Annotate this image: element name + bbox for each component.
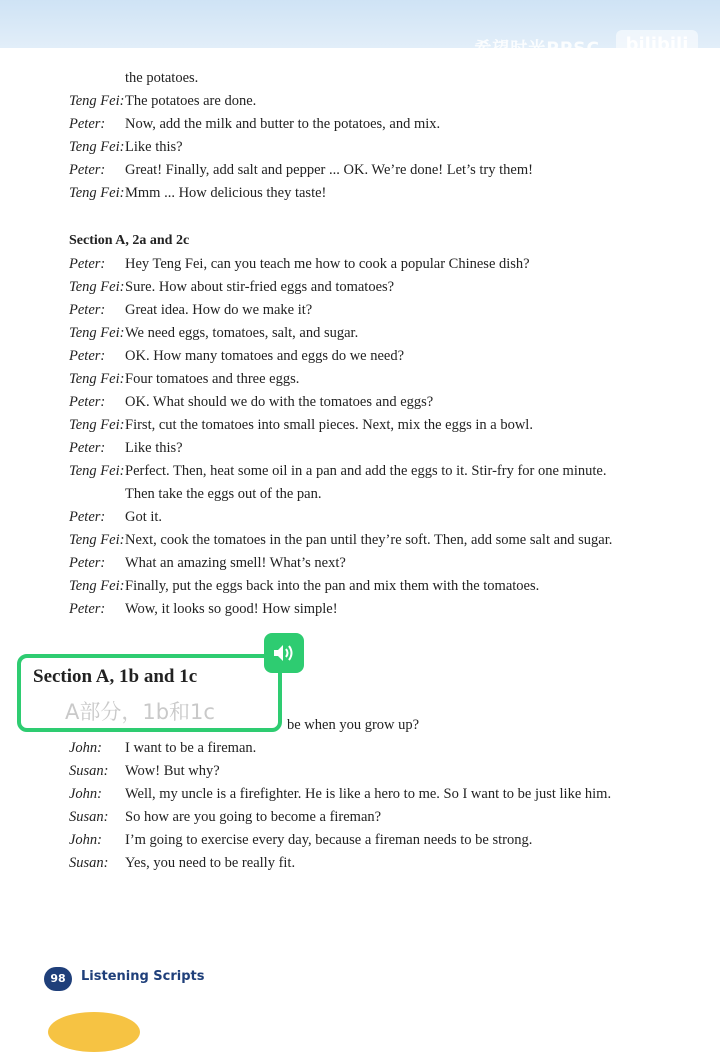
line-text: We need eggs, tomatoes, salt, and sugar. (125, 325, 359, 341)
speaker-name: Peter: (69, 555, 106, 571)
script-line (69, 830, 532, 850)
line-text: Four tomatoes and three eggs. (125, 371, 300, 387)
line-text: Wow! But why? (125, 763, 220, 779)
line-text: Yes, you need to be really fit. (125, 855, 296, 871)
line-text: Sure. How about stir-fried eggs and tomatoes? (125, 279, 395, 295)
script-line (69, 807, 381, 827)
script-line (69, 784, 611, 804)
line-text: So how are you going to become a fireman? (125, 809, 382, 825)
script-line (69, 277, 394, 297)
speaker-name: Teng Fei: (69, 325, 125, 341)
script-line (69, 738, 256, 758)
speaker-name: John: (69, 786, 103, 802)
script-line (69, 300, 312, 320)
speaker-name: Teng Fei: (69, 139, 125, 155)
script-line (69, 438, 183, 458)
line-text: Like this? (125, 139, 183, 155)
speaker-name: Peter: (69, 302, 106, 318)
decorative-circle (48, 1012, 140, 1052)
line-text: Got it. (125, 509, 163, 525)
script-line-continuation: the potatoes. (125, 70, 199, 86)
script-line (69, 183, 326, 203)
script-line (69, 254, 530, 274)
bilibili-logo: bilibili (616, 30, 698, 60)
line-text: Finally, put the eggs back into the pan and mix them with the tomatoes. (125, 578, 540, 594)
script-line (69, 346, 404, 366)
footer-label: Listening Scripts (81, 969, 205, 984)
speaker-name: Teng Fei: (69, 93, 125, 109)
line-text: Perfect. Then, heat some oil in a pan and add the eggs to it. Stir-fry for one minute. (125, 463, 607, 479)
speaker-name: Teng Fei: (69, 279, 125, 295)
script-line (69, 853, 295, 873)
script-line (69, 137, 183, 157)
script-line (69, 553, 346, 573)
watermark-text: 希望时光PPSC (474, 39, 600, 59)
speaker-name: John: (69, 740, 103, 756)
page-number: 98 (44, 967, 72, 991)
line-text: Mmm ... How delicious they taste! (125, 185, 327, 201)
script-line (69, 160, 533, 180)
script-line (69, 761, 220, 781)
speaker-name: Susan: (69, 855, 109, 871)
speaker-name: Peter: (69, 162, 106, 178)
line-text: First, cut the tomatoes into small pieces. Next, mix the eggs in a bowl. (125, 417, 533, 433)
speaker-name: John: (69, 832, 103, 848)
line-text: Great! Finally, add salt and pepper ... OK. We’re done! Let’s try them! (125, 162, 533, 178)
audio-play-button[interactable] (264, 633, 304, 673)
line-text: Hey Teng Fei, can you teach me how to cook a popular Chinese dish? (125, 256, 530, 272)
callout-subtitle: A部分，1b和1c (65, 700, 215, 724)
speaker-name: Peter: (69, 394, 106, 410)
speaker-name: Susan: (69, 809, 109, 825)
script-line-continuation: Then take the eggs out of the pan. (125, 486, 322, 502)
script-line (69, 415, 533, 435)
script-line (69, 392, 433, 412)
top-banner (0, 0, 720, 59)
callout-title: Section A, 1b and 1c (33, 666, 198, 687)
speaker-name: Teng Fei: (69, 463, 125, 479)
speaker-name: Peter: (69, 256, 106, 272)
line-text: OK. What should we do with the tomatoes and eggs? (125, 394, 434, 410)
line-text: OK. How many tomatoes and eggs do we need? (125, 348, 405, 364)
script-line-partial: be when you grow up? (287, 717, 420, 733)
line-text: I want to be a fireman. (125, 740, 257, 756)
script-line (69, 369, 299, 389)
speaker-name: Susan: (69, 763, 109, 779)
script-line (69, 507, 162, 527)
line-text: The potatoes are done. (125, 93, 257, 109)
script-line (69, 323, 358, 343)
line-text: What an amazing smell! What’s next? (125, 555, 346, 571)
script-line (69, 91, 256, 111)
line-text: I’m going to exercise every day, because a fireman needs to be strong. (125, 832, 533, 848)
line-text: Next, cook the tomatoes in the pan until they’re soft. Then, add some salt and sugar. (125, 532, 613, 548)
speaker-name: Peter: (69, 116, 106, 132)
script-line (69, 576, 539, 596)
speaker-name: Peter: (69, 348, 106, 364)
speaker-name: Teng Fei: (69, 371, 125, 387)
line-text: Like this? (125, 440, 183, 456)
speaker-name: Peter: (69, 440, 106, 456)
section-callout (17, 654, 282, 732)
speaker-icon (272, 643, 296, 663)
line-text: Well, my uncle is a firefighter. He is like a hero to me. So I want to be just like him. (125, 786, 612, 802)
script-line (69, 530, 612, 550)
speaker-name: Peter: (69, 509, 106, 525)
line-text: Now, add the milk and butter to the potatoes, and mix. (125, 116, 441, 132)
script-line (69, 114, 440, 134)
script-line (69, 599, 338, 619)
script-line (69, 461, 606, 481)
section-heading: Section A, 2a and 2c (69, 233, 190, 248)
speaker-name: Teng Fei: (69, 185, 125, 201)
speaker-name: Teng Fei: (69, 417, 125, 433)
line-text: Wow, it looks so good! How simple! (125, 601, 338, 617)
line-text: Great idea. How do we make it? (125, 302, 313, 318)
speaker-name: Teng Fei: (69, 578, 125, 594)
speaker-name: Peter: (69, 601, 106, 617)
speaker-name: Teng Fei: (69, 532, 125, 548)
